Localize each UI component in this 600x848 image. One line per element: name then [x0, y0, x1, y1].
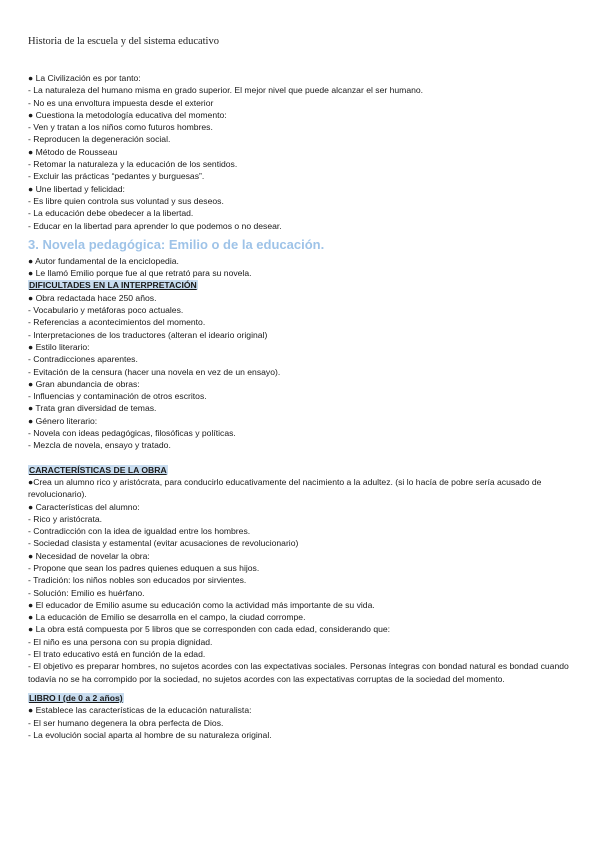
caracteristicas-list [28, 476, 576, 685]
text-line: - Tradición: los niños nobles son educados por sirvientes. [28, 575, 247, 586]
text-line: - Vocabulario y metáforas poco actuales. [28, 305, 184, 316]
text-line: - No es una envoltura impuesta desde el exterior [28, 97, 214, 108]
text-line: - Influencias y contaminación de otros escritos. [28, 391, 207, 402]
text-line: - La educación debe obedecer a la libertad. [28, 208, 194, 219]
text-line: ● Le llamó Emilio porque fue al que retrató para su novela. [28, 268, 252, 279]
text-line: - Reproducen la degeneración social. [28, 134, 171, 145]
text-line: - La naturaleza del humano misma en grado superior. El mejor nivel que puede alcanzar el ser humano. [28, 85, 424, 96]
caracteristicas-title [28, 464, 576, 476]
text-line: - El objetivo es preparar hombres, no sujetos acordes con las expectativas sociales. Personas íntegras con bondad natural es bondad cuando todavía no se ha corrompido por la sociedad, no sujetos acordes con las expectativas corruptas de la sociedad del momento. [28, 661, 569, 684]
text-line: - Sociedad clasista y estamental (evitar acusaciones de revolucionario) [28, 538, 299, 549]
spacer [28, 685, 576, 692]
dificultades-title-text: DIFICULTADES EN LA INTERPRETACIÓN [29, 280, 197, 291]
libro1-list [28, 704, 576, 741]
dificultades-list [28, 292, 576, 452]
text-line: - El ser humano degenera la obra perfecta de Dios. [28, 717, 224, 728]
text-line: - Educar en la libertad para aprender lo que podemos o no desear. [28, 220, 282, 231]
text-line: - Es libre quien controla sus voluntad y sus deseos. [28, 195, 224, 206]
text-line: - Novela con ideas pedagógicas, filosóficas y políticas. [28, 428, 236, 439]
text-line: - Contradicciones aparentes. [28, 354, 138, 365]
text-line: ● Cuestiona la metodología educativa del momento: [28, 109, 227, 120]
text-line: ● Une libertad y felicidad: [28, 183, 125, 194]
text-line: - Evitación de la censura (hacer una novela en vez de un ensayo). [28, 366, 281, 377]
text-line: - Solución: Emilio es huérfano. [28, 587, 145, 598]
spacer [28, 452, 576, 464]
text-line: ● La educación de Emilio se desarrolla en el campo, la ciudad corrompe. [28, 612, 306, 623]
text-line: - Retomar la naturaleza y la educación de los sentidos. [28, 159, 238, 170]
text-line: ●Crea un alumno rico y aristócrata, para conducirlo educativamente del nacimiento a la adultez. (si lo hacía de pobre sería acusado de revolucionario). [28, 476, 542, 500]
libro1-title [28, 692, 576, 704]
text-line: ● El educador de Emilio asume su educación como la actividad más importante de su vida. [28, 599, 375, 610]
text-line: - Propone que sean los padres quienes eduquen a sus hijos. [28, 562, 260, 573]
section-heading: 3. Novela pedagógica: Emilio o de la educación. [28, 236, 325, 252]
text-line: - Excluir las prácticas “pedantes y burguesas”. [28, 171, 205, 182]
text-line: - Ven y tratan a los niños como futuros hombres. [28, 122, 213, 133]
page-header: Historia de la escuela y del sistema educativo [28, 36, 219, 47]
text-line: ● Estilo literario: [28, 341, 90, 352]
text-line: ● La Civilización es por tanto: [28, 73, 141, 83]
caracteristicas-title-text: CARACTERÍSTICAS DE LA OBRA [29, 464, 167, 475]
text-line: ● Obra redactada hace 250 años. [28, 292, 157, 303]
text-line: ● Establece las características de la educación naturalista: [28, 705, 252, 716]
text-line: - El niño es una persona con su propia dignidad. [28, 636, 213, 647]
text-line: - Contradicción con la idea de igualdad entre los hombres. [28, 526, 251, 537]
text-line: - El trato educativo está en función de la edad. [28, 649, 206, 660]
text-line: - Mezcla de novela, ensayo y tratado. [28, 440, 171, 451]
civilizacion-block [28, 72, 576, 232]
text-line: ● Autor fundamental de la enciclopedia. [28, 255, 179, 266]
libro1-title-text: LIBRO I (de 0 a 2 años) [29, 692, 123, 703]
text-line: ● La obra está compuesta por 5 libros que se corresponden con cada edad, considerando que: [28, 624, 391, 635]
document-body [28, 72, 576, 741]
text-line: ● Necesidad de novelar la obra: [28, 550, 150, 561]
text-line: - La evolución social aparta al hombre de su naturaleza original. [28, 729, 272, 740]
text-line: ● Trata gran diversidad de temas. [28, 403, 157, 414]
text-line: ● Género literario: [28, 415, 98, 426]
text-line: - Interpretaciones de los traductores (alteran el ideario original) [28, 329, 268, 340]
dificultades-title [28, 279, 576, 291]
section-intro [28, 255, 576, 280]
text-line: - Referencias a acontecimientos del momento. [28, 317, 206, 328]
text-line: - Rico y aristócrata. [28, 513, 103, 524]
text-line: ● Gran abundancia de obras: [28, 378, 140, 389]
text-line: ● Características del alumno: [28, 501, 140, 512]
text-line: ● Método de Rousseau [28, 146, 118, 157]
